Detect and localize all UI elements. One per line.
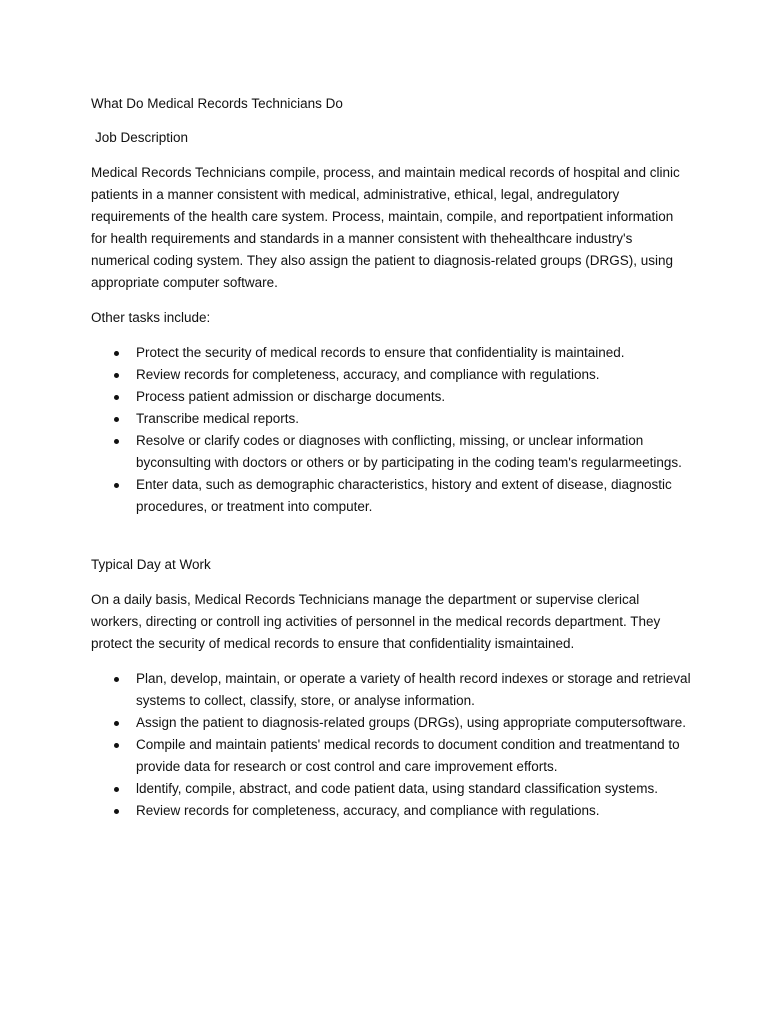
list-item-text: Review records for completeness, accuracy, and compliance with regulations.: [136, 803, 600, 818]
list-item: [91, 712, 691, 734]
list-item-text: Resolve or clarify codes or diagnoses with conflicting, missing, or unclear information byconsulting with doctors or others or by participating in the coding team's regularmeetings.: [136, 433, 682, 470]
list-item: [91, 474, 691, 518]
list-item-text: Compile and maintain patients' medical records to document condition and treatmentand to provide data for research or cost control and care improvement efforts.: [136, 737, 680, 774]
list-item: [91, 386, 691, 408]
bullet-icon: [114, 351, 119, 356]
bullet-icon: [114, 373, 119, 378]
bullet-icon: [114, 809, 119, 814]
bullet-icon: [114, 787, 119, 792]
bullet-icon: [114, 395, 119, 400]
bullet-icon: [114, 677, 119, 682]
list-item-text: ldentify, compile, abstract, and code patient data, using standard classification systems.: [136, 781, 659, 796]
typical-day-paragraph: On a daily basis, Medical Records Technicians manage the department or supervise clerical workers, directing or controll ing activities of personnel in the medical records department. They protect the security of medical records to ensure that confidentiality ismaintained.: [91, 592, 661, 651]
list-item: [91, 668, 691, 712]
typical-day-heading: Typical Day at Work: [91, 557, 211, 572]
document-title: What Do Medical Records Technicians Do: [91, 96, 343, 111]
document-page: [91, 93, 691, 822]
other-tasks-heading: Other tasks include:: [91, 310, 211, 325]
list-item: [91, 342, 691, 364]
bullet-icon: [114, 417, 119, 422]
list-item: [91, 408, 691, 430]
list-item: [91, 734, 691, 778]
bullet-icon: [114, 439, 119, 444]
intro-paragraph: Medical Records Technicians compile, process, and maintain medical records of hospital and clinic patients in a manner consistent with medical, administrative, ethical, legal, andregulatory requirements of the health care system. Process, maintain, compile, and reportpatient information for health requirements and standards in a manner consistent with thehealthcare industry's numerical coding system. They also assign the patient to diagnosis-related groups (DRGS), using appropriate computer software.: [91, 165, 680, 290]
list-item-text: Process patient admission or discharge documents.: [136, 389, 446, 404]
bullet-icon: [114, 743, 119, 748]
list-item-text: Plan, develop, maintain, or operate a variety of health record indexes or storage and retrieval systems to collect, classify, store, or analyse information.: [136, 671, 691, 708]
bullet-icon: [114, 721, 119, 726]
list-item-text: Transcribe medical reports.: [136, 411, 300, 426]
list-item-text: Protect the security of medical records to ensure that confidentiality is maintained.: [136, 345, 625, 360]
bullet-icon: [114, 483, 119, 488]
list-item: [91, 800, 691, 822]
other-tasks-list: [91, 342, 691, 518]
list-item: [91, 430, 691, 474]
list-item: [91, 778, 691, 800]
list-item: [91, 364, 691, 386]
section-heading-job-description: Job Description: [95, 130, 189, 145]
list-item-text: Assign the patient to diagnosis-related groups (DRGs), using appropriate computersoftware.: [136, 715, 687, 730]
list-item-text: Enter data, such as demographic characteristics, history and extent of disease, diagnostic procedures, or treatment into computer.: [136, 477, 672, 514]
typical-day-list: [91, 668, 691, 822]
list-item-text: Review records for completeness, accuracy, and compliance with regulations.: [136, 367, 600, 382]
